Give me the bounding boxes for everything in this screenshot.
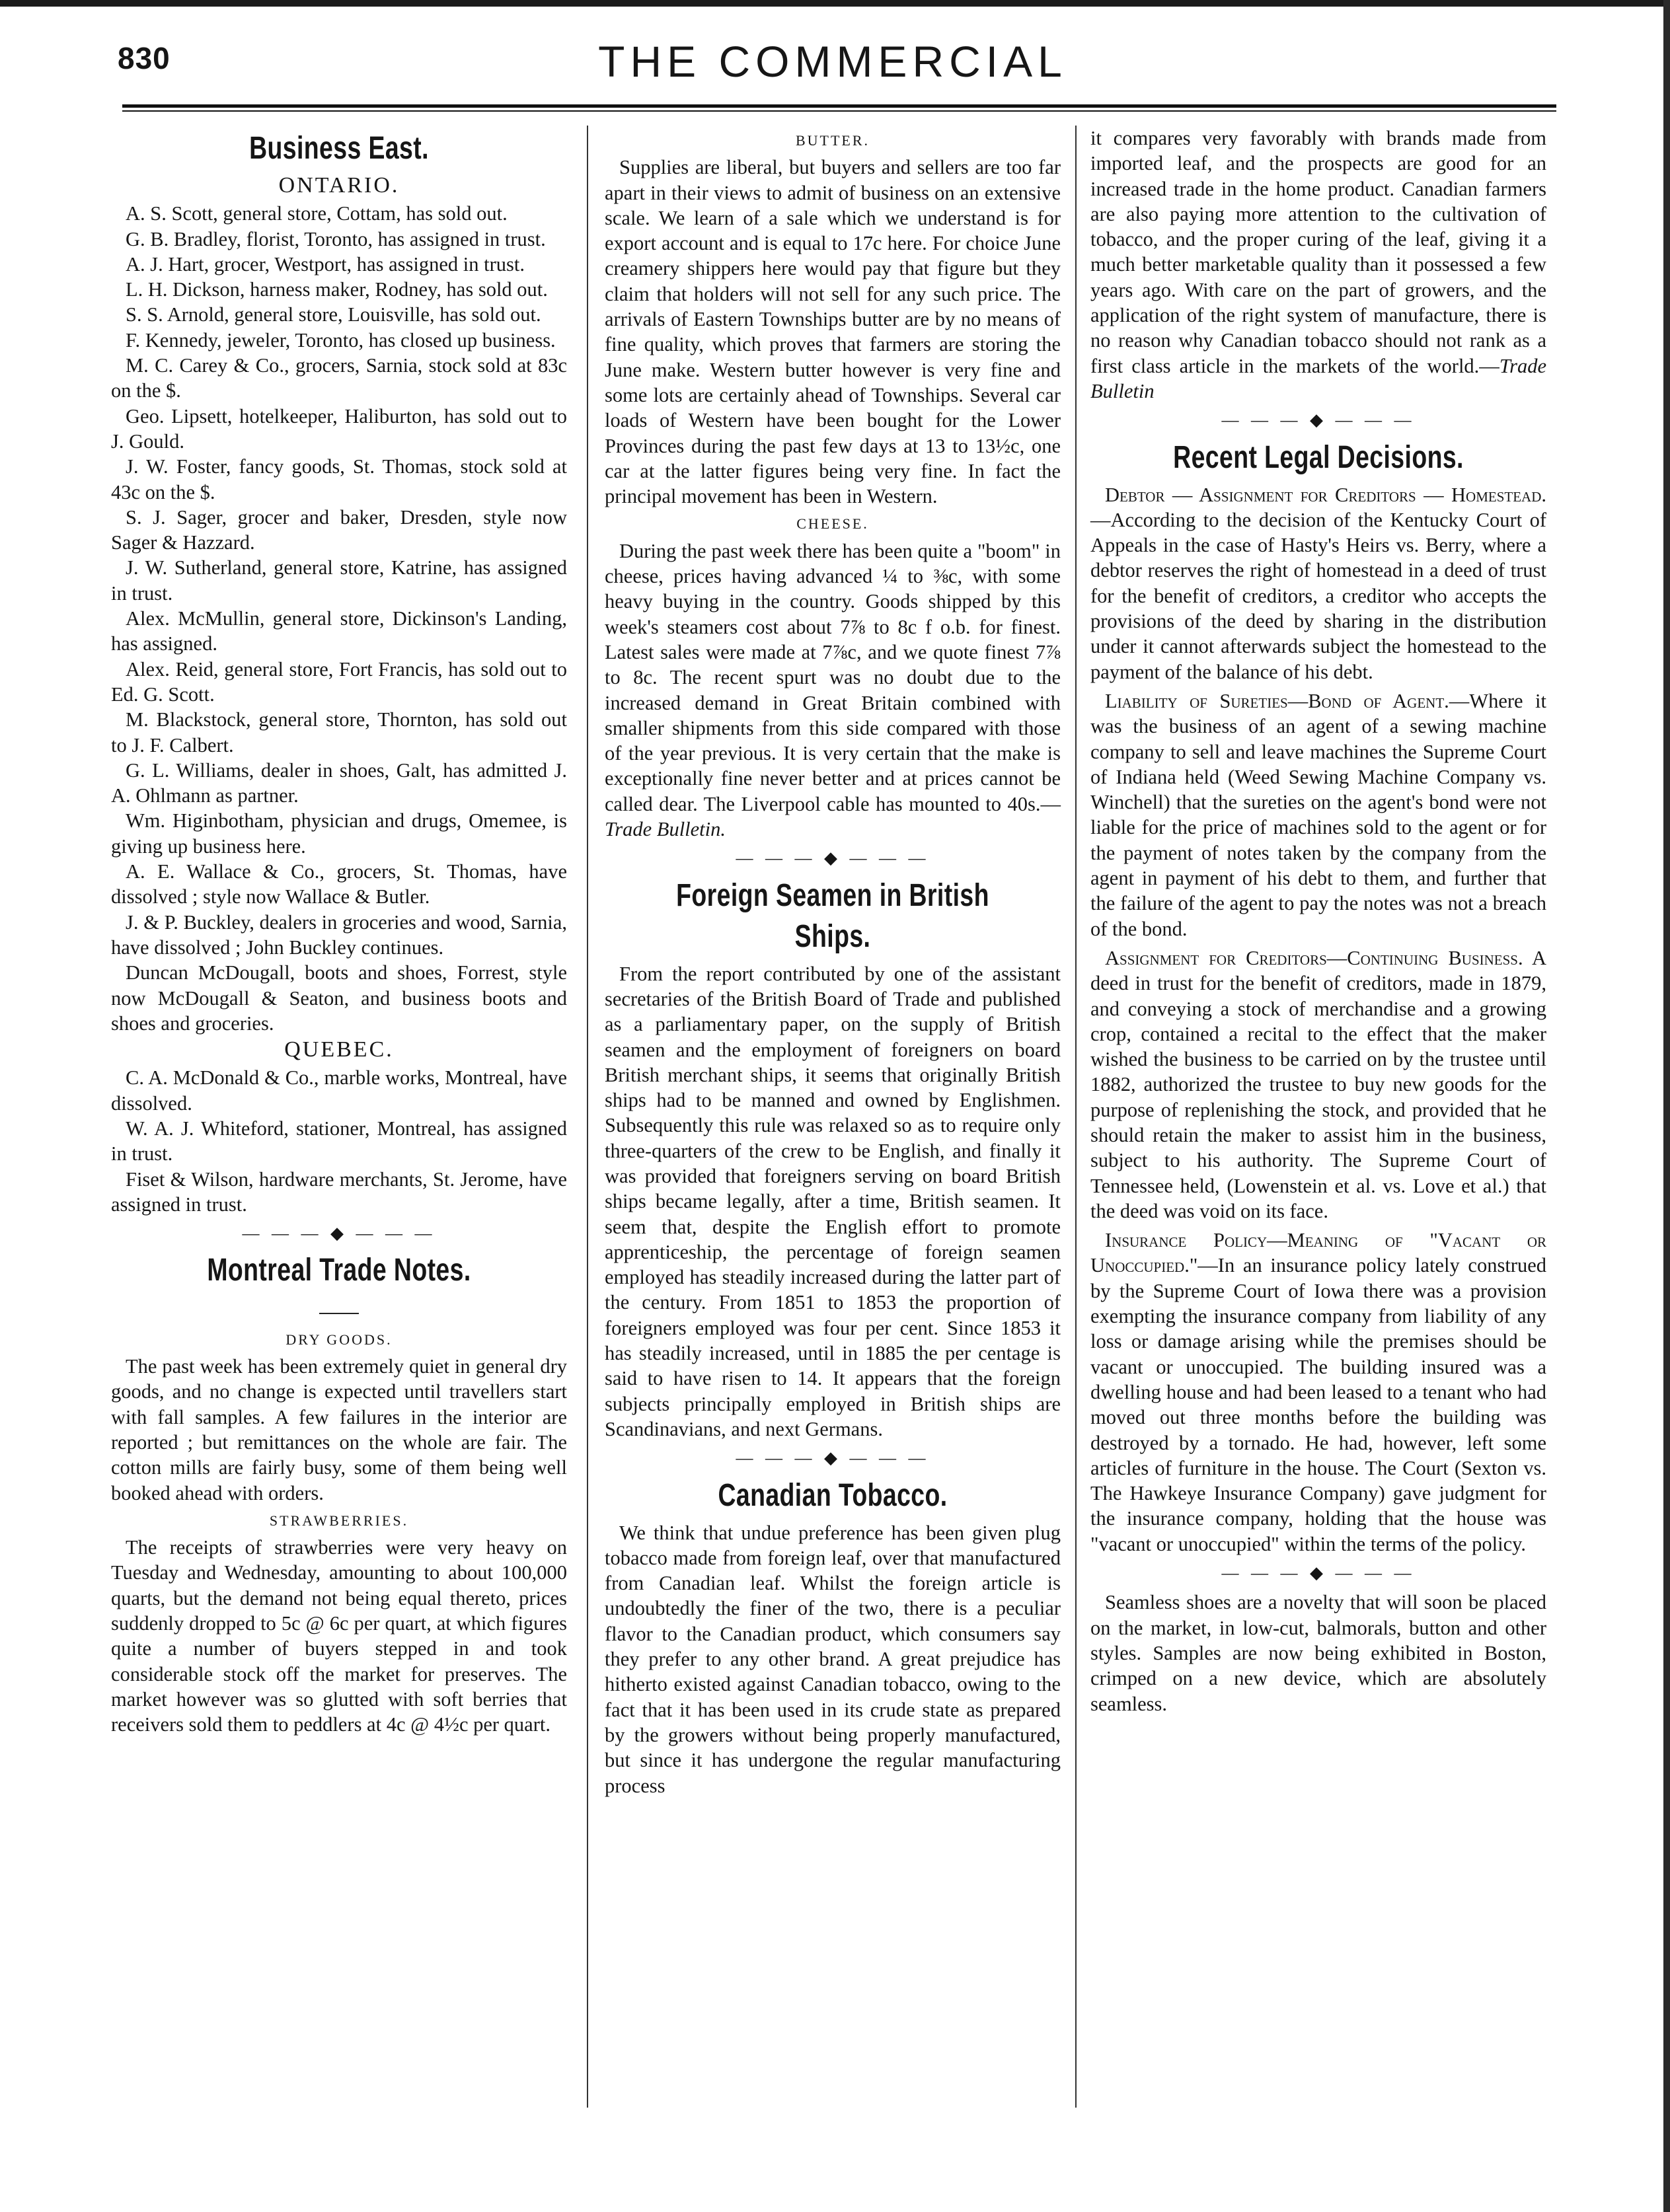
subhead-strawberries: STRAWBERRIES.	[269, 1512, 409, 1529]
quebec-item: C. A. McDonald & Co., marble works, Montreal, have dissolved.	[111, 1066, 567, 1115]
section-separator: — — — ◆ — — —	[242, 1224, 436, 1243]
quebec-items	[111, 1065, 567, 1217]
legal-decision-item	[1090, 482, 1546, 684]
right-edge-shadow	[1663, 0, 1670, 2212]
subhead-butter: BUTTER.	[795, 132, 870, 149]
ontario-item: S. S. Arnold, general store, Louisville, has sold out.	[126, 303, 541, 326]
section-heading-foreign-seamen: Foreign Seamen in British Ships.	[676, 877, 989, 954]
tobacco-source: Trade Bulletin	[1090, 354, 1546, 402]
ontario-item: S. J. Sager, grocer and baker, Dresden, style now Sager & Hazzard.	[111, 505, 567, 554]
ontario-item: J. W. Sutherland, general store, Katrine, has assigned in trust.	[111, 556, 567, 605]
ontario-items	[111, 201, 567, 1036]
legal-decision-text: —Where it was the business of an agent of a sewing machine company to sell and leave machines the Supreme Court of Indiana held (Weed Sewing Machine Company vs. Winchell) that the sureties on the agent's bond were not liable for the price of machines sold to the agent or for the payment of notes taken by the company from the agent in payment of his debt to them, and further that the failure of the agent to pay the notes was not a breach of the bond.	[1090, 689, 1546, 940]
masthead	[106, 36, 1560, 96]
paragraph-canadian-tobacco: We think that undue preference has been given plug tobacco made from foreign leaf, over that manufactured from Canadian leaf. Whilst the foreign article is undoubtedly the finer of the two, there is a peculiar flavor to the Canadian product, which consumers say they prefer to any other brand. A great prejudice has hitherto existed against Canadian tobacco, owing to the fact that it has been used in its crude state as prepared by the growers without being properly manufactured, but since it has undergone the regular manufacturing process	[605, 1521, 1061, 1797]
column-divider	[587, 126, 588, 2108]
paragraph-cheese	[605, 538, 1061, 842]
subhead-dry-goods: DRY GOODS.	[285, 1331, 393, 1348]
section-separator: — — — ◆ — — —	[736, 1448, 930, 1468]
cheese-body: During the past week there has been quite a "boom" in cheese, prices having advanced ¼ to ⅜c, with some heavy buying in the country. Goods shipped by this week's steamers cost about 7⅞ to 8c f o.b. for finest. Latest sales were made at 7⅞c, and we quote finest 7⅞ to 8c. The recent spurt was no doubt due to the increased demand in Great Britain combined with smaller shipments from this side compared with those of the year previous. It is very certain that the make is exceptionally fine never better and at prices cannot be called dear. The Liverpool cable has mounted to 40s.—	[605, 539, 1061, 815]
legal-decision-lead: Liability of Sureties—Bond of Agent.	[1105, 689, 1449, 712]
ontario-item: G. L. Williams, dealer in shoes, Galt, has admitted J. A. Ohlmann as partner.	[111, 758, 567, 807]
legal-decision-text: A deed in trust for the benefit of creditors, made in 1879, and conveying a stock of merchandise and a growing crop, contained a recital to the effect that the maker wished the business to be carried on by the trustee until 1882, authorized the trustee to buy new goods for the purpose of replenishing the stock, and provided that he should retain the maker to assist him in the business, subject to his authority. The Supreme Court of Tennessee held, (Lowenstein et al. vs. Love et al.) that the deed was void on its face.	[1090, 946, 1547, 1222]
section-separator: — — — ◆ — — —	[1221, 410, 1416, 430]
newspaper-title: THE COMMERCIAL	[598, 37, 1067, 86]
ontario-item: Geo. Lipsett, hotelkeeper, Haliburton, has sold out to J. Gould.	[111, 404, 567, 453]
ontario-item: J. W. Foster, fancy goods, St. Thomas, stock sold at 43c on the $.	[111, 455, 567, 503]
paragraph-tobacco-continued	[1090, 126, 1546, 404]
ontario-item: J. & P. Buckley, dealers in groceries and wood, Sarnia, have dissolved ; John Buckley continues.	[111, 910, 567, 959]
legal-decision-item	[1090, 688, 1546, 941]
section-heading-recent-legal-decisions: Recent Legal Decisions.	[1173, 439, 1464, 475]
page-number: 830	[118, 41, 171, 75]
paragraph-dry-goods: The past week has been extremely quiet in general dry goods, and no change is expected until travellers start with fall samples. A few failures in the interior are reported ; but remittances on the whole are fair. The cotton mills are fairly busy, some of them being well booked ahead with orders.	[111, 1355, 567, 1504]
legal-decision-item	[1090, 945, 1546, 1224]
column-2	[605, 126, 1061, 1798]
subhead-cheese: CHEESE.	[796, 515, 869, 533]
ontario-item: Duncan McDougall, boots and shoes, Forrest, style now McDougall & Seaton, and business boots and shoes and groceries.	[111, 961, 567, 1035]
legal-decision-text: —According to the decision of the Kentucky Court of Appeals in the case of Hasty's Heirs vs. Berry, where a debtor reserves the right of homestead in a deed of trust for the benefit of creditors, a creditor who accepts the provisions of the deed by sharing in the distribution under it cannot afterwards subject the homestead to the payment of the balance of his debt.	[1090, 508, 1546, 683]
section-heading-canadian-tobacco: Canadian Tobacco.	[718, 1477, 948, 1513]
ontario-item: A. J. Hart, grocer, Westport, has assigned in trust.	[126, 252, 525, 276]
quebec-item: W. A. J. Whiteford, stationer, Montreal, has assigned in trust.	[111, 1117, 567, 1165]
tobacco-continued-body: it compares very favorably with brands made from imported leaf, and the prospects are good for an increased trade in the home product. Canadian farmers are also paying more attention to the cultivation of tobacco, and the proper curing of the leaf, giving it a much better marketable quality than it possessed a few years ago. With care on the part of growers, and the application of the right system of manufacture, there is no reason why Canadian tobacco should not rank as a first class article in the markets of the world.—	[1090, 127, 1546, 377]
paragraph-foreign-seamen: From the report contributed by one of the assistant secretaries of the British Board of Trade and published as a parliamentary paper, on the supply of British seamen and the employment of foreigners on board British merchant ships, it seems that originally British ships had to be manned and owned by Englishmen. Subsequently this rule was relaxed so as to require only three-quarters of the crew to be English, and finally it was provided that foreigners serving on board British ships became legally, after a time, British seamen. It seem that, despite the English effort to promote apprenticeship, the percentage of foreign seamen employed has steadily increased during the latter part of the century. From 1851 to 1853 the proportion of foreigners employed was four per cent. Since 1853 it has steadily increased, until in 1885 the per centage is said to have risen to 14. It appears that the foreign subjects principally employed in British ships are Scandinavians, and next Germans.	[605, 962, 1061, 1440]
column-1	[111, 126, 567, 1738]
column-3	[1090, 126, 1546, 1716]
section-heading-business-east: Business East.	[249, 131, 429, 166]
quebec-item: Fiset & Wilson, hardware merchants, St. Jerome, have assigned in trust.	[111, 1167, 567, 1216]
legal-decisions	[1090, 482, 1546, 1557]
ontario-item: G. B. Bradley, florist, Toronto, has assigned in trust.	[126, 227, 546, 250]
top-edge-rule	[0, 0, 1670, 7]
ontario-item: A. E. Wallace & Co., grocers, St. Thomas, have dissolved ; style now Wallace & Butler.	[111, 860, 567, 908]
header-rule-thin	[122, 110, 1556, 112]
section-separator: — — — ◆ — — —	[1221, 1563, 1416, 1583]
legal-decision-lead: Insurance Policy—Meaning of "Vacant or Unoccupied."	[1090, 1229, 1546, 1277]
column-divider	[1075, 126, 1077, 2108]
ontario-item: Alex. McMullin, general store, Dickinson's Landing, has assigned.	[111, 607, 567, 655]
paragraph-strawberries: The receipts of strawberries were very heavy on Tuesday and Wednesday, amounting to about 100,000 quarts, but the demand not being equal thereto, prices suddenly dropped to 5c @ 6c per quart, at which figures quite a number of buyers stepped in and took considerable stock off the market for preserves. The market however was so glutted with soft berries that receivers sold them to peddlers at 4c @ 4½c per quart.	[111, 1536, 567, 1736]
legal-decision-text: —In an insurance policy lately construed by the Supreme Court of Iowa there was a provision exempting the insurance company from liability of any loss or damage arising while the premises should be vacant or unoccupied. The building insured was a dwelling house and had been leased to a tenant who had moved out three months before the building was destroyed by a tornado. He had, however, left some articles of furniture in the house. The Court (Sexton vs. The Hawkeye Insurance Company) gave judgment for the insurance company, holding that the house was "vacant or unoccupied" within the terms of the policy.	[1090, 1254, 1546, 1555]
ontario-item: Alex. Reid, general store, Fort Francis, has sold out to Ed. G. Scott.	[111, 657, 567, 706]
ontario-item: M. C. Carey & Co., grocers, Sarnia, stock sold at 83c on the $.	[111, 354, 567, 402]
cheese-source: Trade Bulletin.	[605, 818, 726, 841]
section-heading-montreal-trade-notes: Montreal Trade Notes.	[207, 1253, 471, 1288]
ontario-item: L. H. Dickson, harness maker, Rodney, has sold out.	[126, 278, 548, 301]
legal-decision-lead: Debtor — Assignment for Creditors — Homestead.	[1105, 483, 1546, 506]
legal-decision-lead: Assignment for Creditors—Continuing Business.	[1105, 946, 1523, 969]
ontario-item: Wm. Higinbotham, physician and drugs, Omemee, is giving up business here.	[111, 809, 567, 858]
region-label-quebec: QUEBEC.	[284, 1037, 394, 1062]
short-rule	[111, 1295, 567, 1320]
ontario-item: A. S. Scott, general store, Cottam, has sold out.	[126, 202, 508, 225]
header-rule-thick	[122, 104, 1556, 108]
ontario-item: M. Blackstock, general store, Thornton, has sold out to J. F. Calbert.	[111, 708, 567, 756]
ontario-item: F. Kennedy, jeweler, Toronto, has closed up business.	[126, 328, 556, 351]
section-separator: — — — ◆ — — —	[736, 848, 930, 868]
region-label-ontario: ONTARIO.	[278, 173, 400, 198]
paragraph-seamless-shoes: Seamless shoes are a novelty that will soon be placed on the market, in low-cut, balmorals, button and other styles. Samples are now being exhibited in Boston, crimped on a new device, which are absolutely seamless.	[1090, 1591, 1546, 1715]
paragraph-butter: Supplies are liberal, but buyers and sellers are too far apart in their views to admit of business on an extensive scale. We learn of a sale which we understand is for export account and is equal to 17c here. For choice June creamery shippers here would pay that figure but they claim that holders will not sell for any such price. The arrivals of Eastern Townships butter are by no means of fine quality, which proves that farmers are storing the June make. Western butter however is very fine and some lots are certainly ahead of Townships. Several car loads of Western have been bought for the Lower Provinces during the past few days at 13 to 13½c, one car at the latter figures being very fine. In fact the principal movement has been in Western.	[605, 156, 1061, 508]
legal-decision-item	[1090, 1228, 1546, 1557]
